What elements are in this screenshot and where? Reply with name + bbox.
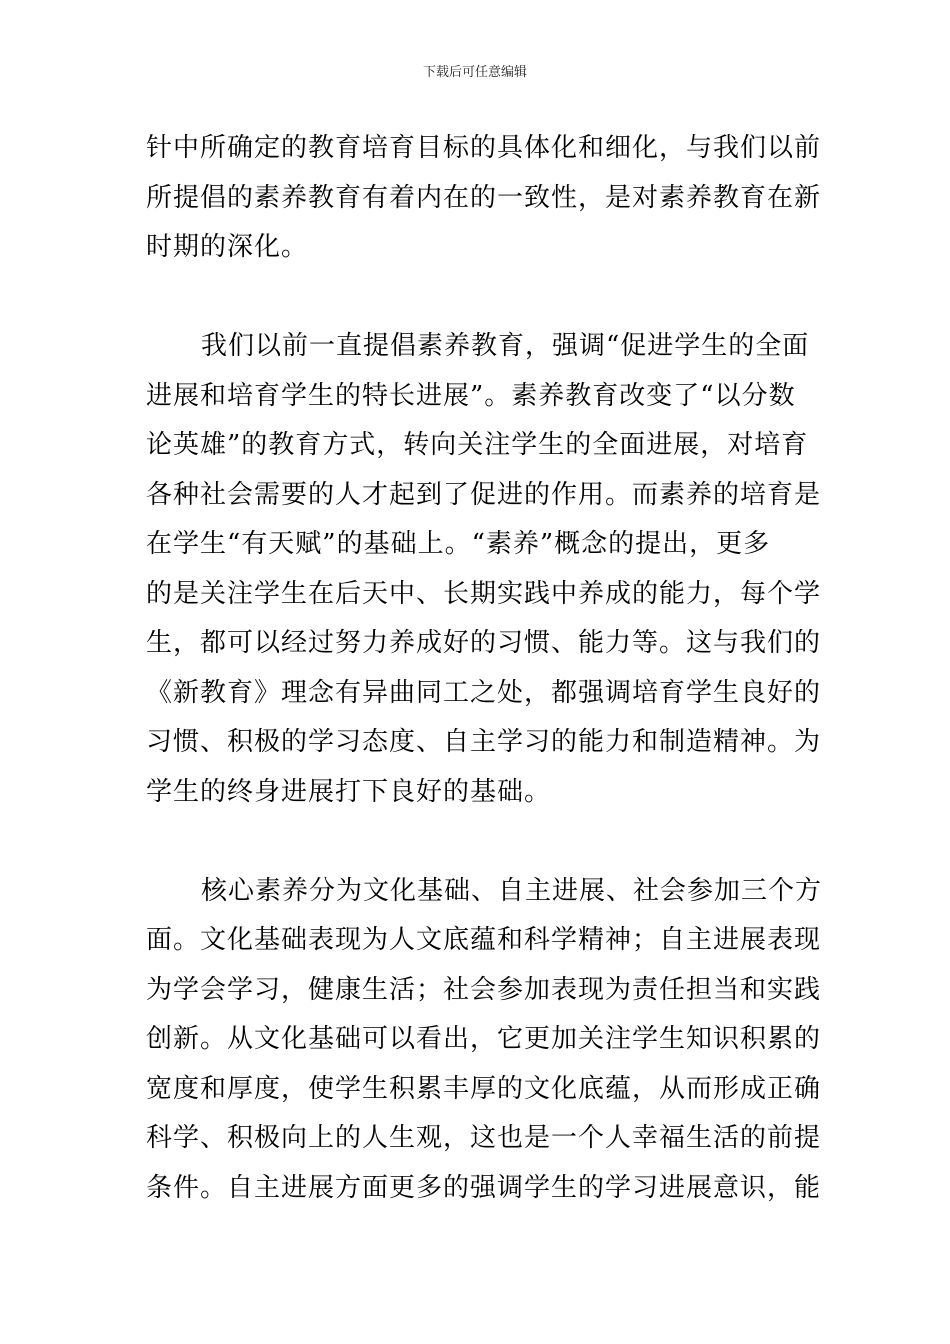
text-line: 宽度和厚度，使学生积累丰厚的文化底蕴，从而形成正确 <box>146 1073 822 1104</box>
text-line: 科学、积极向上的人生观，这也是一个人幸福生活的前提 <box>146 1123 822 1153</box>
text-line: 各种社会需要的人才起到了促进的作用。而素养的培育是 <box>146 479 822 510</box>
text-line: 我们以前一直提倡素养教育，强调“促进学生的全面 <box>201 331 810 361</box>
text-line: 条件。自主进展方面更多的强调学生的学习进展意识，能 <box>146 1172 822 1203</box>
text-line: 时期的深化。 <box>146 232 309 262</box>
text-line: 核心素养分为文化基础、自主进展、社会参加三个方 <box>201 875 823 906</box>
text-line: 进展和培育学生的特长进展”。素养教育改变了“以分数 <box>146 380 796 411</box>
paragraph-1 <box>146 124 822 273</box>
text-line: 论英雄”的教育方式，转向关注学生的全面进展，对培育 <box>146 430 809 460</box>
text-line: 为学会学习，健康生活；社会参加表现为责任担当和实践 <box>146 974 822 1005</box>
text-line: 生，都可以经过努力养成好的习惯、能力等。这与我们的 <box>146 628 822 658</box>
text-line: 面。文化基础表现为人文底蕴和科学精神；自主进展表现 <box>146 925 822 955</box>
text-line: 创新。从文化基础可以看出，它更加关注学生知识积累的 <box>146 1024 822 1054</box>
text-line: 在学生“有天赋”的基础上。“素养”概念的提出，更多 <box>146 529 771 559</box>
text-line: 针中所确定的教育培育目标的具体化和细化，与我们以前 <box>146 133 822 163</box>
text-line: 的是关注学生在后天中、长期实践中养成的能力，每个学 <box>146 578 822 609</box>
document-body <box>146 124 823 1213</box>
text-line: 《新教育》理念有异曲同工之处，都强调培育学生良好的 <box>146 677 822 708</box>
paragraph-2 <box>146 322 822 817</box>
text-line: 习惯、积极的学习态度、自主学习的能力和制造精神。为 <box>146 727 822 757</box>
page-header: 下载后可任意编辑 <box>422 65 527 80</box>
text-line: 所提倡的素养教育有着内在的一致性，是对素养教育在新 <box>146 182 822 213</box>
text-line: 学生的终身进展打下良好的基础。 <box>146 776 552 807</box>
paragraph-3 <box>146 867 823 1214</box>
